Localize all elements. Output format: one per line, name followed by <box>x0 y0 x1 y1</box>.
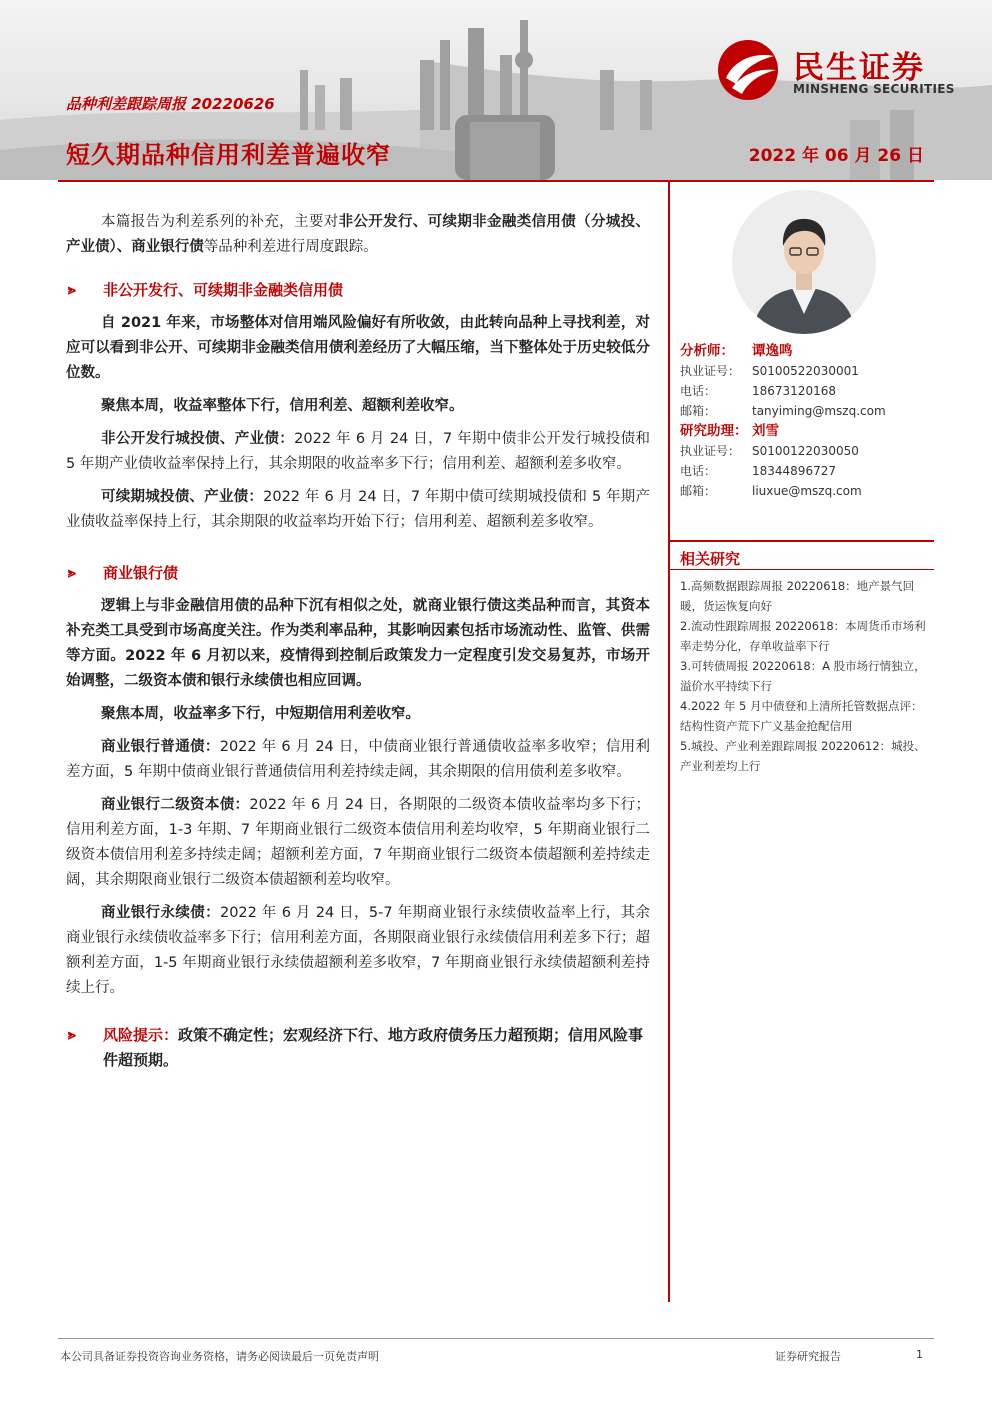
risk-warning: ⪢ 风险提示：政策不确定性；宏观经济下行、地方政府债务压力超预期；信用风险事件超预期。 <box>66 1023 650 1073</box>
related-item[interactable]: 2.流动性跟踪周报 20220618：本周货币市场利率走势分化，存单收益率下行 <box>680 619 926 653</box>
minsheng-logo <box>714 38 964 102</box>
section-heading: ⪢ 非公开发行、可续期非金融类信用债 <box>66 278 650 303</box>
report-date: 2022 年 06 月 26 日 <box>748 146 924 166</box>
arrow-icon: ⪢ <box>68 1027 76 1043</box>
related-item[interactable]: 3.可转债周报 20220618：A 股市场行情独立，溢价水平持续下行 <box>680 659 926 693</box>
minsheng-logo-icon <box>714 38 784 102</box>
column-divider <box>668 182 670 1302</box>
page-number: 1 <box>916 1348 923 1361</box>
footer-report-type: 证券研究报告 <box>775 1350 841 1363</box>
report-series: 品种利差跟踪周报 20220626 <box>66 95 275 113</box>
body-paragraph: 自 2021 年来，市场整体对信用端风险偏好有所收敛，由此转向品种上寻找利差，对应可以看到非公开、可续期非金融类信用债利差经历了大幅压缩，当下整体处于历史较低分位数。 <box>66 315 650 381</box>
related-research-heading: 相关研究 <box>680 550 741 568</box>
body-paragraph: 聚焦本周，收益率多下行，中短期信用利差收窄。 <box>101 706 420 722</box>
analyst-email[interactable]: tanyiming@mszq.com <box>752 404 886 418</box>
related-item[interactable]: 4.2022 年 5 月中债登和上清所托管数据点评：结构性资产荒下广义基金抢配信用 <box>680 699 923 733</box>
related-item[interactable]: 1.高频数据跟踪周报 20220618：地产景气回暖，货运恢复向好 <box>680 579 915 613</box>
report-title: 短久期品种信用利差普遍收窄 <box>66 141 391 169</box>
body-paragraph: 可续期城投债、产业债：2022 年 6 月 24 日，7 年期中债可续期城投债和 5 年期产业债收益率保持上行，其余期限的收益率均开始下行；信用利差、超额利差多收窄。 <box>66 489 650 530</box>
footer-disclaimer: 本公司具备证券投资咨询业务资格，请务必阅读最后一页免责声明 <box>60 1350 379 1363</box>
body-paragraph: 聚焦本周，收益率整体下行，信用利差、超额利差收窄。 <box>101 398 464 414</box>
body-paragraph: 逻辑上与非金融信用债的品种下沉有相似之处，就商业银行债这类品种而言，其资本补充类工具受到市场高度关注。作为类利率品种，其影响因素包括市场流动性、监管、供需等方面。2022 年 6 月初以来，疫情得到控制后政策发力一定程度引发交易复苏，市场开始调整，二级资本债和银行永续债也相应回调。 <box>66 598 650 689</box>
related-divider-top <box>670 540 934 542</box>
analyst-photo <box>732 190 876 334</box>
analyst-email[interactable]: liuxue@mszq.com <box>752 484 862 498</box>
analyst-name: 谭逸鸣 <box>752 343 793 359</box>
logo-text-en: MINSHENG SECURITIES <box>793 82 955 96</box>
arrow-icon: ⪢ <box>68 282 76 298</box>
analyst-name: 刘雪 <box>752 423 779 439</box>
analyst-portrait <box>732 190 876 334</box>
related-item[interactable]: 5.城投、产业利差跟踪周报 20220612：城投、产业利差均上行 <box>680 739 926 773</box>
section-heading: ⪢ 商业银行债 <box>66 561 650 586</box>
related-research-list <box>680 576 930 776</box>
header-divider <box>58 180 934 182</box>
body-paragraph: 非公开发行城投债、产业债：2022 年 6 月 24 日，7 年期中债非公开发行城投债和 5 年期产业债收益率保持上行，其余期限的收益率多下行；信用利差、超额利差多收窄。 <box>66 431 650 472</box>
logo-text-cn: 民生证券 <box>793 50 925 86</box>
arrow-icon: ⪢ <box>68 565 76 581</box>
footer-divider <box>58 1338 934 1339</box>
related-divider-bottom <box>670 569 934 570</box>
body-paragraph: 商业银行永续债：2022 年 6 月 24 日，5-7 年期商业银行永续债收益率上行，其余商业银行永续债收益率多下行；信用利差方面，各期限商业银行永续债信用利差多下行；超额利差方面，1-5 年期商业银行永续债超额利差多收窄，7 年期商业银行永续债超额利差持续上行。 <box>66 905 651 996</box>
body-paragraph: 商业银行普通债：2022 年 6 月 24 日，中债商业银行普通债收益率多收窄；信用利差方面，5 年期中债商业银行普通债信用利差持续走阔，其余期限的信用债利差多收窄。 <box>66 739 651 780</box>
analyst-1-info: 分析师： 谭逸鸣 执业证号： S0100522030001 电话： 18673120168 邮箱： tanyiming@mszq.com <box>680 341 940 421</box>
body-paragraph: 商业银行二级资本债：2022 年 6 月 24 日，各期限的二级资本债收益率均多下行；信用利差方面，1-3 年期、7 年期商业银行二级资本债信用利差均收窄，5 年期商业银行二级资本债信用利差多持续走阔；超额利差方面，7 年期商业银行二级资本债超额利差持续走阔，其余期限商业银行二级资本债超额利差均收窄。 <box>66 797 651 888</box>
intro-paragraph: 本篇报告为利差系列的补充，主要对非公开发行、可续期非金融类信用债（分城投、产业债）、商业银行债等品种利差进行周度跟踪。 <box>66 214 651 255</box>
analyst-2-info: 研究助理： 刘雪 执业证号： S0100122030050 电话： 18344896727 邮箱： liuxue@mszq.com <box>680 421 940 501</box>
main-column <box>66 210 650 1073</box>
